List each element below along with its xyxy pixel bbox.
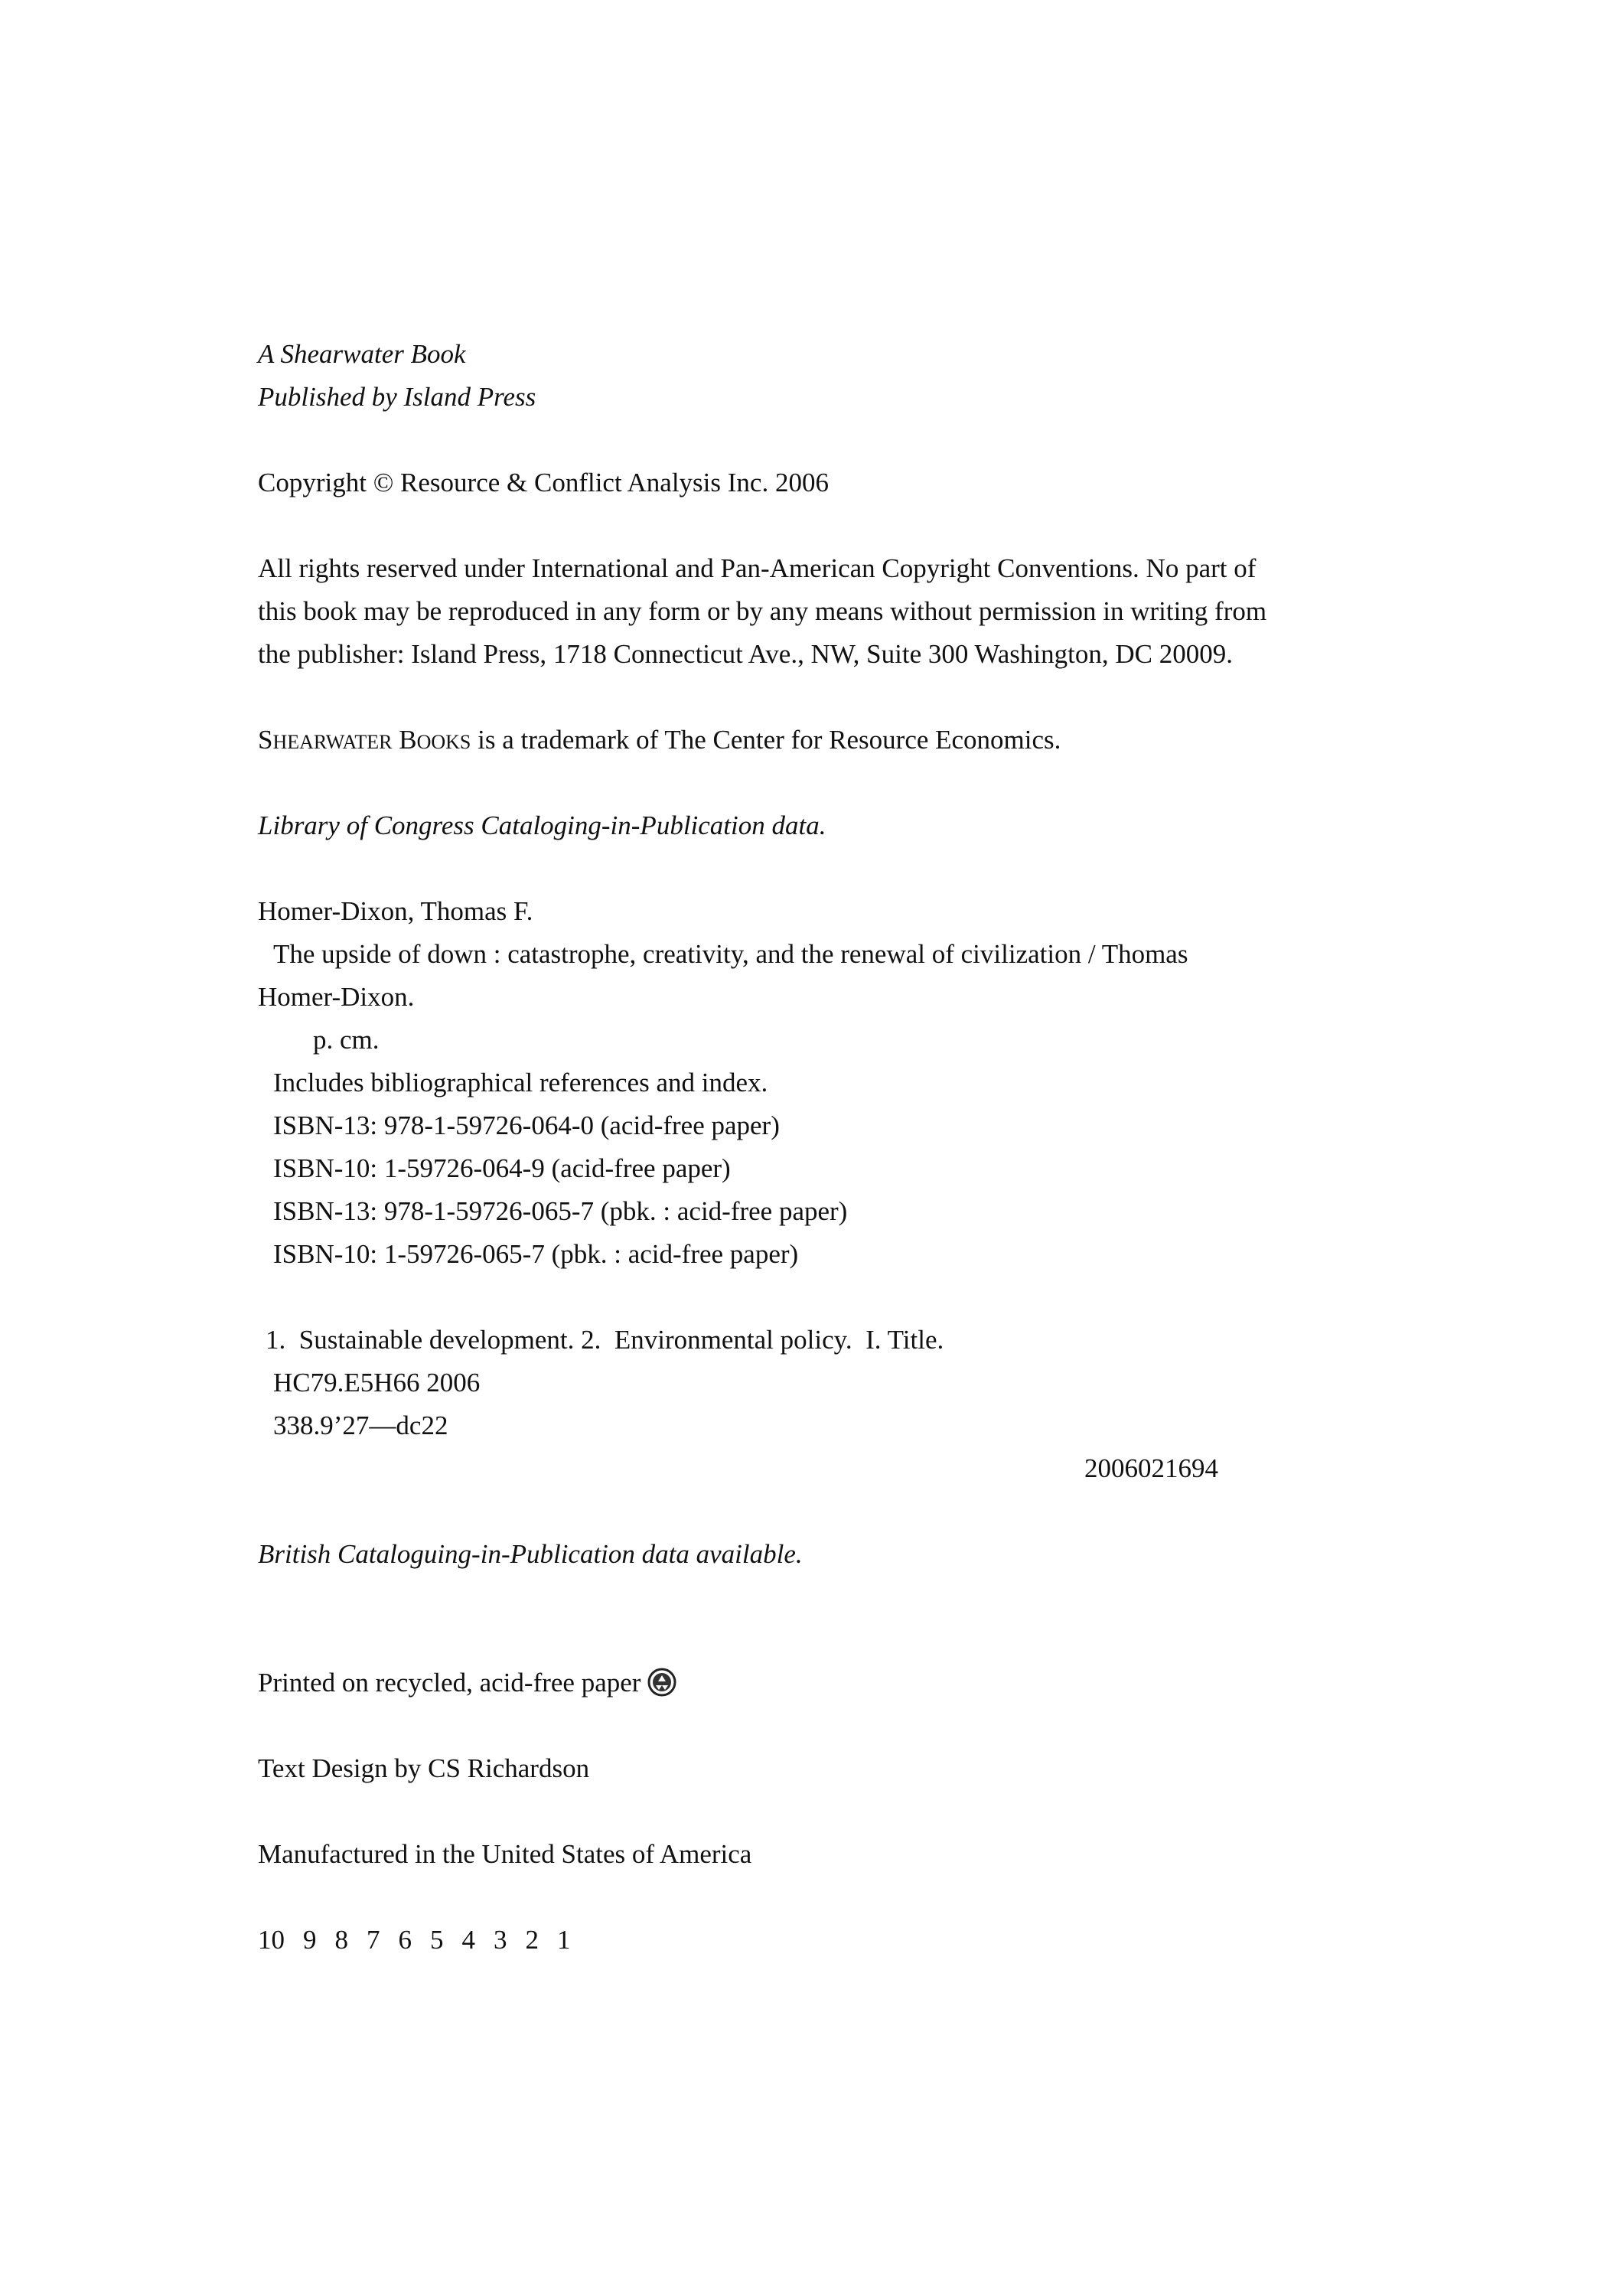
cip-title-2: Homer-Dixon. [258,982,415,1012]
print-number: 10 [258,1925,285,1955]
print-number: 8 [334,1925,348,1955]
print-line [258,1919,1406,1962]
rights-line-2: this book may be reproduced in any form or by any means without permission in writing from [258,596,1267,626]
cip-dewey: 338.9’27—dc22 [273,1411,448,1440]
rights-line-1: All rights reserved under International and Pan-American Copyright Conventions. No part of [258,553,1257,583]
cip-subjects: 1. Sustainable development. 2. Environmental policy. I. Title. [266,1325,944,1355]
manufactured-line: Manufactured in the United States of America [258,1839,752,1869]
print-number: 6 [398,1925,412,1955]
cip-includes: Includes bibliographical references and index. [273,1068,768,1097]
trademark-line: SHEARWATER BOOKS is a trademark of The Center for Resource Economics. [258,725,1061,755]
cip-lccn: 2006021694 [1084,1453,1218,1483]
print-number: 3 [494,1925,507,1955]
series-line: A Shearwater Book [258,339,466,369]
copyright-notice: Copyright © Resource & Conflict Analysis Inc. 2006 [258,468,829,497]
print-number: 5 [430,1925,444,1955]
publisher-line: Published by Island Press [258,382,536,412]
recycle-icon [647,1667,677,1698]
isbn-line: ISBN-10: 1-59726-065-7 (pbk. : acid-free paper) [273,1239,799,1269]
print-number: 4 [461,1925,475,1955]
print-number: 1 [557,1925,571,1955]
text-design-credit: Text Design by CS Richardson [258,1753,590,1783]
cip-author: Homer-Dixon, Thomas F. [258,896,533,926]
cip-pcm: p. cm. [313,1025,380,1055]
print-number: 2 [525,1925,539,1955]
loc-heading: Library of Congress Cataloging-in-Publication data. [258,810,826,840]
cip-title-1: The upside of down : catastrophe, creativity, and the renewal of civilization / Thomas [273,939,1188,969]
british-cip: British Cataloguing-in-Publication data available. [258,1539,803,1569]
isbn-line: ISBN-13: 978-1-59726-064-0 (acid-free paper) [273,1110,780,1140]
printed-line: Printed on recycled, acid-free paper [258,1662,1406,1704]
copyright-page [258,333,1406,1962]
rights-line-3: the publisher: Island Press, 1718 Connecticut Ave., NW, Suite 300 Washington, DC 20009. [258,639,1233,669]
print-number: 7 [367,1925,380,1955]
print-number: 9 [303,1925,317,1955]
cip-lc-class: HC79.E5H66 2006 [273,1368,481,1397]
isbn-line: ISBN-10: 1-59726-064-9 (acid-free paper) [273,1153,731,1183]
isbn-line: ISBN-13: 978-1-59726-065-7 (pbk. : acid-free paper) [273,1196,848,1226]
